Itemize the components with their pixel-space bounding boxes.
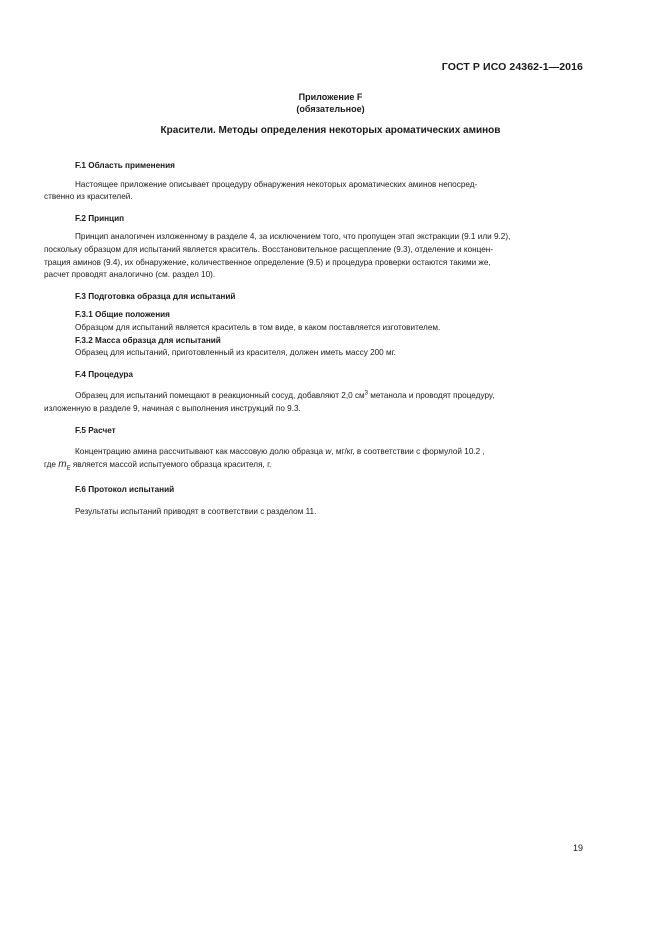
text-line: ственно из красителей. [44,192,133,202]
text-line: Настоящее приложение описывает процедуру обнаружения некоторых ароматических аминов непосред- [75,179,478,189]
text-line: трация аминов (9.4), их обнаружение, количественное определение (9.5) и процедура проверки остаются такими же, [44,257,491,267]
text-line: изложенную в разделе 9, начиная с выполнения инструкций по 9.3. [44,403,301,413]
text-line [75,390,583,403]
annex-label: Приложение F [298,92,363,102]
document-body [44,160,583,518]
annex-status: (обязательное) [296,104,365,114]
section-text-f1 [44,179,583,204]
section-text-f4 [44,390,583,415]
section-heading-f3: F.3 Подготовка образца для испытаний [75,291,236,301]
text-line: расчет проводят аналогично (см. раздел 10). [44,270,216,280]
text-segment: Образец для испытаний помещают в реакционный сосуд, добавляют 2,0 см [75,391,365,401]
annex-title: Красители. Методы определения некоторых ароматических аминов [160,125,501,136]
variable-m: m [58,458,67,470]
text-line: поскольку образцом для испытаний является краситель. Восстановительное расщепление (9.3), отделение и концен- [44,244,494,254]
subsection-heading-f3-2: F.3.2 Масса образца для испытаний [75,335,221,345]
annex-heading [0,91,661,115]
subsection-text-f3-1: Образцом для испытаний является краситель в том виде, в каком поставляется изготовителем. [75,322,441,332]
text-line: Принцип аналогичен изложенному в разделе 4, за исключением того, что пропущен этап экстракции (9.1 или 9.2), [75,232,511,242]
text-segment: где [44,459,59,469]
section-heading-f4: F.4 Процедура [75,369,133,379]
text-segment: , мг/кг, в соответствии с формулой 10.2 , [331,447,485,457]
section-text-f5 [44,446,583,475]
variable-w: w [325,447,332,457]
text-line [44,459,583,475]
text-line [75,446,583,459]
section-heading-f5: F.5 Расчет [75,425,116,435]
subscript: E [66,465,71,472]
document-code: ГОСТ Р ИСО 24362-1—2016 [441,61,583,73]
section-text-f6: Результаты испытаний приводят в соответствии с разделом 11. [75,506,317,516]
page-number: 19 [572,843,583,853]
text-segment: является массой испытуемого образца красителя, г. [70,459,272,469]
subsection-text-f3-2: Образец для испытаний, приготовленный из красителя, должен иметь массу 200 мг. [75,348,396,358]
section-heading-f2: F.2 Принцип [75,213,125,223]
subsection-heading-f3-1: F.3.1 Общие положения [75,310,170,320]
section-heading-f6: F.6 Протокол испытаний [75,484,175,494]
text-segment: Концентрацию амина рассчитывают как массовую долю образца [75,447,326,457]
superscript: 3 [364,390,369,397]
section-text-f2 [44,231,583,281]
section-heading-f1: F.1 Область применения [75,161,175,170]
text-segment: метанола и проводят процедуру, [368,391,495,401]
